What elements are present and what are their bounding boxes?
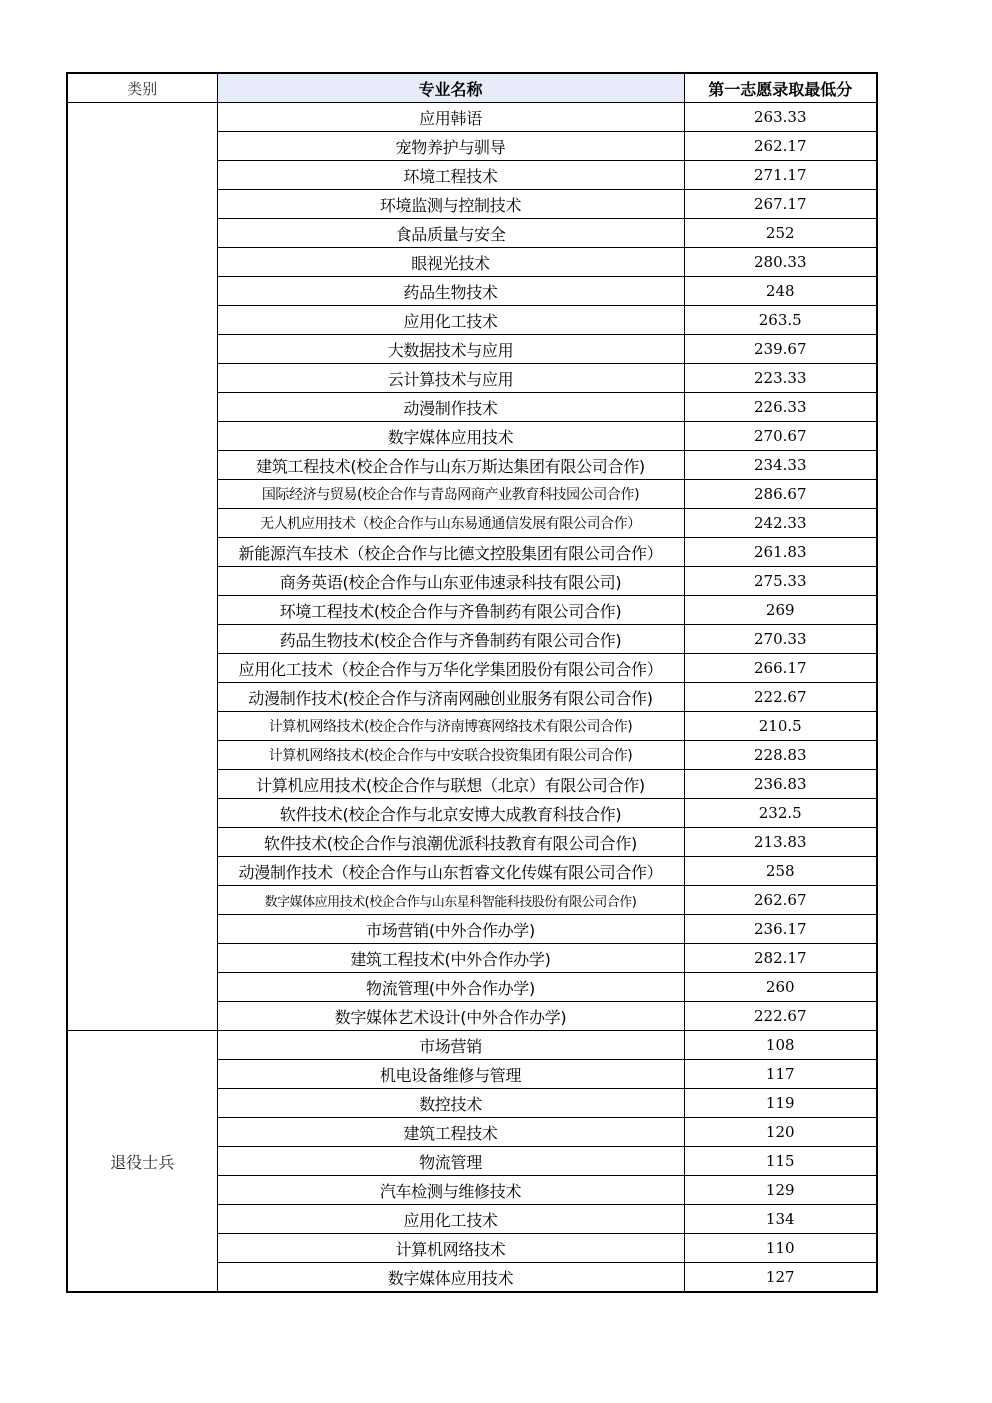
min-score-cell: 228.83 [684,741,877,770]
header-category: 类别 [67,73,217,103]
category-cell: 退役士兵 [67,1031,217,1293]
major-name-cell: 动漫制作技术(校企合作与济南网融创业服务有限公司合作) [217,683,684,712]
major-name-cell: 计算机网络技术(校企合作与济南博赛网络技术有限公司合作) [217,712,684,741]
major-name-cell: 环境工程技术 [217,161,684,190]
min-score-cell: 286.67 [684,480,877,509]
major-name-cell: 物流管理 [217,1147,684,1176]
min-score-cell: 261.83 [684,538,877,567]
major-name-cell: 国际经济与贸易(校企合作与青岛网商产业教育科技园公司合作) [217,480,684,509]
major-name-cell: 大数据技术与应用 [217,335,684,364]
major-name-cell: 物流管理(中外合作办学) [217,973,684,1002]
major-name-cell: 应用化工技术（校企合作与万华化学集团股份有限公司合作） [217,654,684,683]
major-name-cell: 应用化工技术 [217,1205,684,1234]
min-score-cell: 110 [684,1234,877,1263]
min-score-cell: 282.17 [684,944,877,973]
major-name-cell: 数字媒体艺术设计(中外合作办学) [217,1002,684,1031]
major-name-cell: 应用化工技术 [217,306,684,335]
major-name-cell: 宠物养护与驯导 [217,132,684,161]
min-score-cell: 120 [684,1118,877,1147]
major-name-cell: 新能源汽车技术（校企合作与比德文控股集团有限公司合作） [217,538,684,567]
header-score: 第一志愿录取最低分 [684,73,877,103]
min-score-cell: 269 [684,596,877,625]
major-name-cell: 动漫制作技术（校企合作与山东哲睿文化传媒有限公司合作） [217,857,684,886]
table-body [67,103,877,1293]
major-name-cell: 云计算技术与应用 [217,364,684,393]
min-score-cell: 222.67 [684,683,877,712]
major-name-cell: 数字媒体应用技术 [217,1263,684,1293]
major-name-cell: 建筑工程技术(中外合作办学) [217,944,684,973]
major-name-cell: 市场营销(中外合作办学) [217,915,684,944]
major-name-cell: 环境监测与控制技术 [217,190,684,219]
min-score-cell: 252 [684,219,877,248]
min-score-cell: 226.33 [684,393,877,422]
major-name-cell: 眼视光技术 [217,248,684,277]
min-score-cell: 266.17 [684,654,877,683]
min-score-cell: 239.67 [684,335,877,364]
table-row [67,1031,877,1060]
min-score-cell: 210.5 [684,712,877,741]
min-score-cell: 236.17 [684,915,877,944]
min-score-cell: 222.67 [684,1002,877,1031]
major-name-cell: 数字媒体应用技术(校企合作与山东星科智能科技股份有限公司合作) [217,886,684,915]
major-name-cell: 无人机应用技术（校企合作与山东易通通信发展有限公司合作） [217,509,684,538]
min-score-cell: 234.33 [684,451,877,480]
table-row [67,103,877,132]
header-major: 专业名称 [217,73,684,103]
min-score-cell: 263.33 [684,103,877,132]
major-name-cell: 环境工程技术(校企合作与齐鲁制药有限公司合作) [217,596,684,625]
major-name-cell: 数控技术 [217,1089,684,1118]
min-score-cell: 242.33 [684,509,877,538]
min-score-cell: 115 [684,1147,877,1176]
min-score-cell: 262.67 [684,886,877,915]
major-name-cell: 计算机应用技术(校企合作与联想（北京）有限公司合作) [217,770,684,799]
admission-score-table [66,72,878,1293]
major-name-cell: 建筑工程技术(校企合作与山东万斯达集团有限公司合作) [217,451,684,480]
min-score-cell: 248 [684,277,877,306]
min-score-cell: 117 [684,1060,877,1089]
major-name-cell: 计算机网络技术 [217,1234,684,1263]
major-name-cell: 软件技术(校企合作与浪潮优派科技教育有限公司合作) [217,828,684,857]
major-name-cell: 食品质量与安全 [217,219,684,248]
min-score-cell: 267.17 [684,190,877,219]
major-name-cell: 商务英语(校企合作与山东亚伟速录科技有限公司) [217,567,684,596]
min-score-cell: 232.5 [684,799,877,828]
major-name-cell: 市场营销 [217,1031,684,1060]
category-cell [67,103,217,1031]
min-score-cell: 108 [684,1031,877,1060]
major-name-cell: 药品生物技术(校企合作与齐鲁制药有限公司合作) [217,625,684,654]
min-score-cell: 134 [684,1205,877,1234]
min-score-cell: 213.83 [684,828,877,857]
major-name-cell: 机电设备维修与管理 [217,1060,684,1089]
min-score-cell: 271.17 [684,161,877,190]
major-name-cell: 应用韩语 [217,103,684,132]
min-score-cell: 258 [684,857,877,886]
major-name-cell: 计算机网络技术(校企合作与中安联合投资集团有限公司合作) [217,741,684,770]
major-name-cell: 药品生物技术 [217,277,684,306]
min-score-cell: 119 [684,1089,877,1118]
min-score-cell: 270.33 [684,625,877,654]
table-header-row [67,73,877,103]
major-name-cell: 建筑工程技术 [217,1118,684,1147]
min-score-cell: 280.33 [684,248,877,277]
major-name-cell: 软件技术(校企合作与北京安博大成教育科技合作) [217,799,684,828]
min-score-cell: 127 [684,1263,877,1293]
min-score-cell: 262.17 [684,132,877,161]
min-score-cell: 275.33 [684,567,877,596]
major-name-cell: 动漫制作技术 [217,393,684,422]
min-score-cell: 270.67 [684,422,877,451]
min-score-cell: 263.5 [684,306,877,335]
major-name-cell: 汽车检测与维修技术 [217,1176,684,1205]
major-name-cell: 数字媒体应用技术 [217,422,684,451]
min-score-cell: 260 [684,973,877,1002]
min-score-cell: 236.83 [684,770,877,799]
min-score-cell: 223.33 [684,364,877,393]
min-score-cell: 129 [684,1176,877,1205]
